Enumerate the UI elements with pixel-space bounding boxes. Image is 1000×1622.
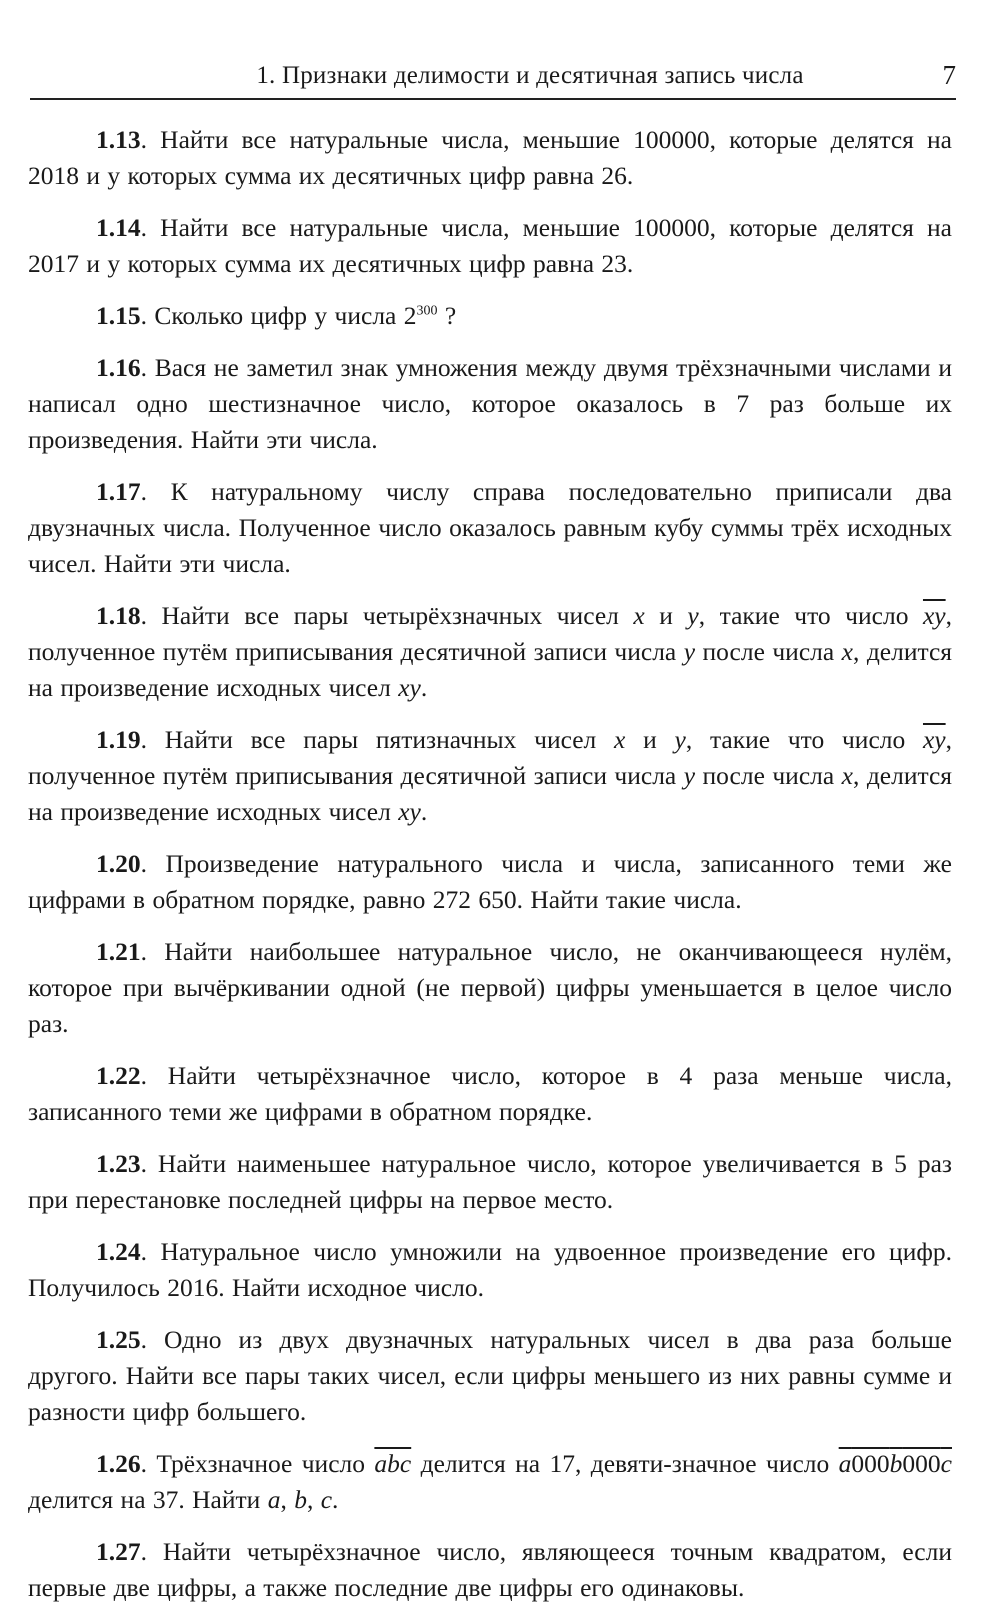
problem-number: 1.26 [96, 1449, 141, 1478]
problem-text: , полученное путём приписывания десятичной записи числа [28, 725, 952, 790]
problem-text: . Найти все пары пятизначных чисел [140, 725, 615, 754]
problem-1-27 [28, 1534, 952, 1606]
problem-1-21 [28, 934, 952, 1042]
problem-number: 1.27 [96, 1537, 141, 1566]
problem-text: . К натуральному числу справа последовательно приписали два двузначных числа. Полученное число оказалось равным кубу суммы трёх исходных чисел. Найти эти числа. [28, 477, 952, 578]
problem-text: . Найти наименьшее натуральное число, которое увеличивается в 5 раз при перестановке последней цифры на первое место. [28, 1149, 952, 1214]
problem-text: делится на 17, девяти-значное число [411, 1449, 839, 1478]
problem-list [28, 122, 952, 1622]
problem-text: , полученное путём приписывания десятичной записи числа [28, 601, 952, 666]
problem-text: , такие что число [685, 725, 923, 754]
variable: x [614, 725, 626, 754]
problem-number: 1.25 [96, 1325, 141, 1354]
problem-text: . Трёхзначное число [140, 1449, 375, 1478]
problem-text: и [625, 725, 675, 754]
problem-number: 1.22 [96, 1061, 141, 1090]
problem-1-19 [28, 722, 952, 830]
problem-1-26 [28, 1446, 952, 1518]
problem-1-17 [28, 474, 952, 582]
digit-c: c [940, 1449, 952, 1478]
variable: xy [398, 673, 421, 702]
problem-number: 1.21 [96, 937, 141, 966]
variable: c [320, 1485, 333, 1514]
problem-number: 1.17 [96, 477, 141, 506]
concatenation-overline: $\overline{xy}$ [922, 725, 946, 754]
chapter-title: 1. Признаки делимости и десятичная запись числа [256, 62, 804, 89]
problem-text: , делится на произведение исходных чисел [28, 637, 952, 702]
problem-1-14 [28, 210, 952, 282]
problem-text: . Найти все натуральные числа, меньшие 100000, которые делятся на 2018 и у которых сумма их десятичных цифр равна 26. [28, 125, 952, 190]
problem-text: . [420, 797, 428, 826]
problem-1-18 [28, 598, 952, 706]
page-number: 7 [942, 60, 956, 90]
nine-digit-number-overline [839, 1449, 952, 1478]
separator: , [280, 1485, 295, 1514]
problem-number: 1.18 [96, 601, 141, 630]
problem-1-24 [28, 1234, 952, 1306]
problem-text: . Найти все натуральные числа, меньшие 100000, которые делятся на 2017 и у которых сумма их десятичных цифр равна 23. [28, 213, 952, 278]
problem-text: . Натуральное число умножили на удвоенное произведение его цифр. Получилось 2016. Найти исходное число. [28, 1237, 952, 1302]
variable: x [841, 761, 853, 790]
variable: y [683, 761, 696, 790]
problem-text: . Найти все пары четырёхзначных чисел [140, 601, 634, 630]
zeros: 000 [851, 1449, 890, 1478]
digit-b: b [889, 1449, 903, 1478]
problem-number: 1.24 [96, 1237, 141, 1266]
problem-1-25 [28, 1322, 952, 1430]
problem-text: ? [437, 301, 457, 330]
problem-1-15 [28, 298, 952, 334]
problem-number: 1.13 [96, 125, 141, 154]
problem-text: . [420, 673, 428, 702]
variable: y [674, 725, 686, 754]
problem-text: , такие что число [698, 601, 923, 630]
problem-1-16 [28, 350, 952, 458]
problem-text: и [644, 601, 688, 630]
variable: b [294, 1485, 307, 1514]
variable: y [683, 637, 696, 666]
concatenation-overline: $\overline{xy}$ [922, 601, 946, 630]
problem-number: 1.23 [96, 1149, 141, 1178]
problem-1-13 [28, 122, 952, 194]
zeros: 000 [902, 1449, 941, 1478]
problem-number: 1.14 [96, 213, 141, 242]
problem-text: . [332, 1485, 339, 1514]
problem-text: . Произведение натурального числа и числа, записанного теми же цифрами в обратном порядке, равно 272 650. Найти такие числа. [28, 849, 952, 914]
problem-number: 1.19 [96, 725, 141, 754]
variable: y [687, 601, 699, 630]
separator: , [306, 1485, 321, 1514]
digit-a: a [838, 1449, 852, 1478]
variable: x [841, 637, 853, 666]
variable: xy [398, 797, 421, 826]
problem-text: . Найти наибольшее натуральное число, не оканчивающееся нулём, которое при вычёркивании одной (не первой) цифры уменьшается в целое число раз. [28, 937, 952, 1038]
problem-number: 1.20 [96, 849, 141, 878]
problem-1-23 [28, 1146, 952, 1218]
problem-text: , делится на произведение исходных чисел [28, 761, 952, 826]
exponent: 300 [416, 303, 438, 319]
problem-text: . Одно из двух двузначных натуральных чисел в два раза больше другого. Найти все пары таких чисел, если цифры меньшего из них равны сумме и разности цифр большего. [28, 1325, 952, 1426]
problem-text: . Вася не заметил знак умножения между двумя трёхзначными числами и написал одно шестизначное число, которое оказалось в 7 раз больше их произведения. Найти эти числа. [28, 353, 952, 454]
problem-text: . Сколько цифр у числа 2 [140, 301, 417, 330]
concatenation-overline: $\overline{abc}$ [374, 1449, 412, 1478]
problem-number: 1.15 [96, 301, 141, 330]
problem-1-20 [28, 846, 952, 918]
problem-number: 1.16 [96, 353, 141, 382]
variable: x [633, 601, 645, 630]
problem-text: . Найти четырёхзначное число, которое в 4 раза меньше числа, записанного теми же цифрами в обратном порядке. [28, 1061, 952, 1126]
running-header [30, 58, 956, 100]
problem-text: . Найти четырёхзначное число, являющееся точным квадратом, если первые две цифры, а также последние две цифры его одинаковы. [28, 1537, 952, 1602]
problem-text: делится на 37. Найти [28, 1485, 268, 1514]
variable: a [267, 1485, 281, 1514]
problem-1-22 [28, 1058, 952, 1130]
problem-text: после числа [695, 761, 842, 790]
problem-text: после числа [695, 637, 842, 666]
